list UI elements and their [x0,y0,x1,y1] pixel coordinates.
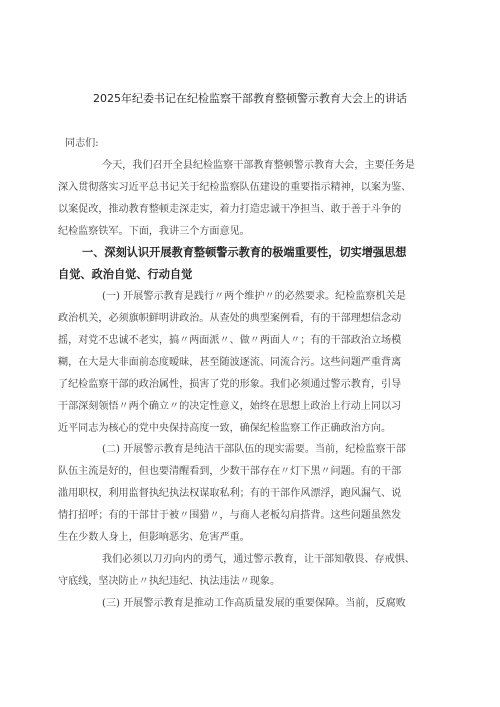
paragraph-line: (三) 开展警示教育是推动工作高质量发展的重要保障。当前，反腐败 [102,597,406,609]
paragraph-line: 摇，对党不忠诚不老实，搞〃两面派〃、做〃两面人〃；有的干部政治立场模 [58,335,402,347]
paragraph-line: 今天，我们召开全县纪检监察干部教育整顿警示教育大会，主要任务是 [102,159,415,171]
paragraph-line: 纪检监察铁军。下面，我讲三个方面意见。 [58,225,250,237]
paragraph-line: 近平同志为核心的党中央保持高度一致，确保纪检监察工作正确政治方向。 [58,422,392,434]
paragraph-line: 深入贯彻落实习近平总书记关于纪检监察队伍建设的重要指示精神，以案为鉴、 [58,181,412,193]
salutation: 同志们: [65,138,99,149]
section-heading: 一、深刻认识开展教育整顿警示教育的极端重要性，切实增强思想 [82,246,407,260]
paragraph-line: 队伍主流是好的，但也要清醒看到，少数干部存在〃灯下黑〃问题。有的干部 [58,466,402,478]
paragraph-line: 了纪检监察干部的政治属性，损害了党的形象。我们必须通过警示教育，引导 [58,378,402,390]
paragraph-line: 守底线，坚决防止〃执纪违纪、执法违法〃现象。 [58,575,281,587]
paragraph-line: 生在少数人身上，但影响恶劣、危害严重。 [58,532,250,544]
paragraph-line: 干部深刻领悟〃两个确立〃的决定性意义，始终在思想上政治上行动上同以习 [58,400,402,412]
paragraph-line: (二) 开展警示教育是纯洁干部队伍的现实需要。当前，纪检监察干部 [102,444,406,456]
paragraph-line: 以案促改，推动教育整顿走深走实，着力打造忠诚干净担当、敢于善于斗争的 [58,203,402,215]
paragraph-line: 政治机关，必须旗帜鲜明讲政治。从查处的典型案例看，有的干部理想信念动 [58,313,402,325]
paragraph-line: 糊，在大是大非面前态度暧昧，甚至随波逐流、同流合污。这些问题严重背离 [58,356,402,368]
paragraph-line: 我们必须以刀刃向内的勇气，通过警示教育，让干部知敬畏、存戒惧、 [102,553,415,565]
section-heading: 自觉、政治自觉、行动自觉 [58,268,193,282]
document-title: 2025年纪委书记在纪检监察干部教育整顿警示教育大会上的讲话 [93,92,407,105]
paragraph-line: (一) 开展警示教育是践行〃两个维护〃的必然要求。纪检监察机关是 [102,291,406,303]
paragraph-line: 滥用职权，利用监督执纪执法权谋取私利；有的干部作风漂浮，跑风漏气、说 [58,488,402,500]
paragraph-line: 情打招呼；有的干部甘于被〃围猎〃，与商人老板勾肩搭背。这些问题虽然发 [58,510,402,522]
document-body [58,133,455,615]
